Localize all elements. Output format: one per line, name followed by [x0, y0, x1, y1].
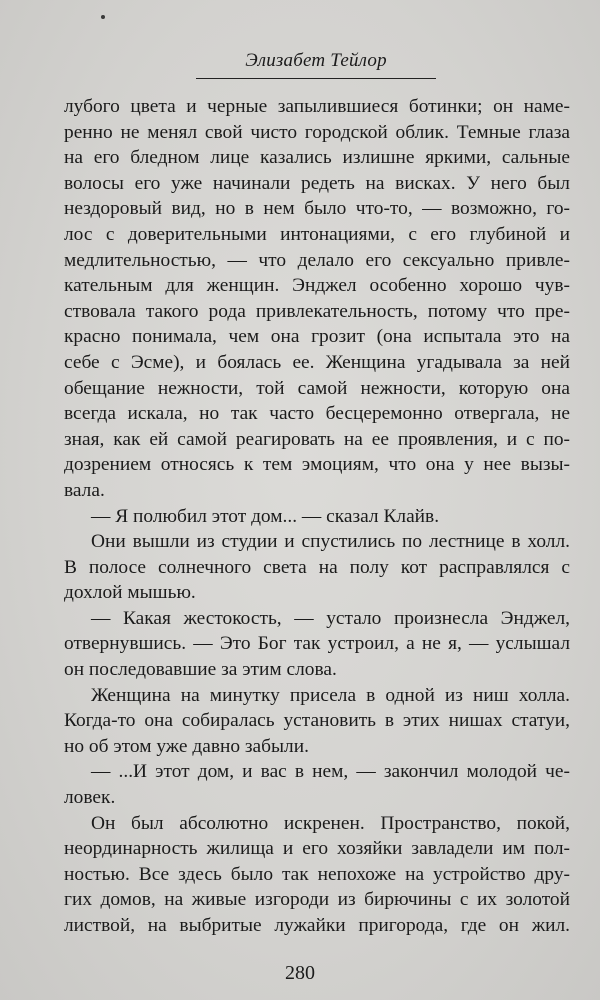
header-rule: [196, 78, 436, 79]
text-line: листвой, на выбритые лужайки пригорода, где он жил.: [64, 915, 570, 936]
text-line: волосы его уже начинали редеть на висках. У него был: [64, 172, 570, 194]
page-number: 280: [285, 962, 315, 984]
text-line: Женщина на минутку присела в одной из ниш холла.: [91, 684, 570, 706]
text-line: неординарность жилища и его хозяйки завладели им пол-: [64, 838, 570, 860]
text-line: — Я полюбил этот дом... — сказал Клайв.: [91, 505, 440, 527]
text-line: Они вышли из студии и спустились по лестнице в холл.: [91, 531, 570, 553]
text-line: ствовала такого рода привлекательность, потому что пре-: [64, 300, 570, 322]
text-line: гих домов, на живые изгороди из бирючины с их золотой: [64, 889, 570, 911]
text-line: на его бледном лице казались излишне яркими, сальные: [64, 147, 570, 169]
text-line: В полосе солнечного света на полу кот расправлялся с: [64, 556, 570, 578]
text-line: себе с Эсме), и боялась ее. Женщина угадывала за ней: [64, 351, 570, 373]
text-line: ренно не менял свой чисто городской облик. Темные глаза: [64, 121, 570, 143]
text-line: лубого цвета и черные запылившиеся ботинки; он наме-: [64, 96, 570, 117]
text-line: дохлой мышью.: [64, 582, 196, 604]
text-line: кательным для женщин. Энджел особенно хорошо чув-: [64, 275, 570, 297]
text-line: — ...И этот дом, и вас в нем, — закончил молодой че-: [91, 761, 570, 783]
text-line: ловек.: [64, 787, 116, 809]
text-line: вала.: [64, 479, 105, 501]
text-line: он последовавшие за этим слова.: [64, 659, 337, 681]
running-head: Элизабет Тейлор: [245, 50, 387, 71]
text-line: зная, как ей самой реагировать на ее проявления, и с по-: [64, 428, 570, 450]
text-line: но об этом уже давно забыли.: [64, 735, 309, 757]
text-line: — Какая жестокость, — устало произнесла Энджел,: [91, 607, 570, 629]
text-line: Он был абсолютно искренен. Пространство, покой,: [91, 812, 570, 834]
text-line: дозрением относясь к тем эмоциям, что она у нее вызы-: [64, 454, 570, 476]
text-line: ностью. Все здесь было так непохоже на устройство дру-: [64, 863, 570, 885]
text-line: обещание нежности, той самой нежности, которую она: [64, 377, 570, 399]
text-line: Когда-то она собиралась установить в этих нишах статуи,: [64, 710, 570, 732]
text-line: лос с доверительными интонациями, с его глубиной и: [64, 223, 570, 245]
text-line: всегда искала, но так часто бесцеремонно отвергала, не: [64, 403, 570, 425]
text-line: красно понимала, чем она грозит (она испытала это на: [64, 326, 570, 348]
text-line: отвернувшись. — Это Бог так устроил, а не я, — услышал: [64, 633, 570, 655]
print-speck: [101, 15, 105, 19]
body-text: [64, 94, 570, 939]
text-line: медлительностью, — что делало его сексуально привле-: [64, 249, 570, 271]
text-line: нездоровый вид, но в нем было что-то, — возможно, го-: [64, 198, 570, 220]
